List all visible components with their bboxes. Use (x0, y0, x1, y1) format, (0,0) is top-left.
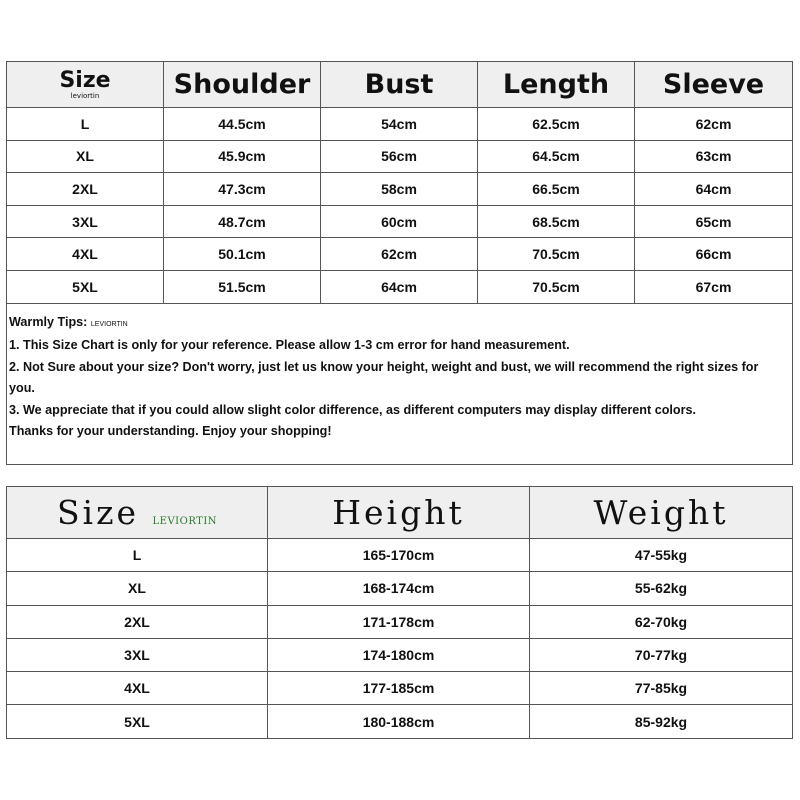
table-row (7, 140, 793, 173)
cell-bust: 56cm (321, 140, 478, 173)
cell-weight: 85-92kg (530, 705, 793, 738)
header-sleeve: Sleeve (635, 62, 793, 108)
cell-weight: 47-55kg (530, 539, 793, 572)
cell-length: 66.5cm (478, 173, 635, 206)
cell-weight: 70-77kg (530, 638, 793, 671)
cell-sleeve: 66cm (635, 238, 793, 271)
cell-bust: 58cm (321, 173, 478, 206)
cell-weight: 55-62kg (530, 572, 793, 605)
table-row (7, 238, 793, 271)
cell-length: 68.5cm (478, 205, 635, 238)
cell-shoulder: 50.1cm (164, 238, 321, 271)
size-chart-table (6, 61, 793, 465)
cell-weight: 77-85kg (530, 672, 793, 705)
tip-line: 3. We appreciate that if you could allow slight color difference, as different computers may display different colors. (9, 402, 696, 417)
cell-size: 3XL (7, 205, 164, 238)
table-row (7, 672, 793, 705)
cell-shoulder: 47.3cm (164, 173, 321, 206)
header-shoulder: Shoulder (164, 62, 321, 108)
cell-height: 171-178cm (268, 605, 530, 638)
cell-length: 62.5cm (478, 108, 635, 141)
cell-shoulder: 45.9cm (164, 140, 321, 173)
cell-height: 174-180cm (268, 638, 530, 671)
header-size (7, 62, 164, 108)
cell-bust: 64cm (321, 270, 478, 303)
cell-bust: 60cm (321, 205, 478, 238)
tip-line: 2. Not Sure about your size? Don't worry, just let us know your height, weight and bust, we will recommend the right sizes for you. (9, 359, 759, 396)
cell-size: 4XL (7, 672, 268, 705)
fit-chart-table (6, 486, 793, 739)
cell-size: 5XL (7, 705, 268, 738)
header-length: Length (478, 62, 635, 108)
tip-line: Thanks for your understanding. Enjoy your shopping! (9, 424, 332, 439)
table-row (7, 173, 793, 206)
cell-size: 2XL (7, 173, 164, 206)
header-size (7, 487, 268, 539)
header-brand-label: LEVIORTIN (152, 516, 218, 527)
cell-size: XL (7, 572, 268, 605)
tip-line: 1. This Size Chart is only for your reference. Please allow 1-3 cm error for hand measurement. (9, 338, 570, 353)
header-weight: Weight (530, 487, 793, 539)
cell-length: 64.5cm (478, 140, 635, 173)
cell-sleeve: 65cm (635, 205, 793, 238)
cell-sleeve: 62cm (635, 108, 793, 141)
table-row (7, 205, 793, 238)
cell-size: XL (7, 140, 164, 173)
tips-heading-line (9, 312, 786, 336)
table-row (7, 705, 793, 738)
cell-size: L (7, 539, 268, 572)
cell-size: 2XL (7, 605, 268, 638)
cell-height: 177-185cm (268, 672, 530, 705)
cell-sleeve: 64cm (635, 173, 793, 206)
header-size-label: Size (59, 67, 111, 93)
cell-height: 165-170cm (268, 539, 530, 572)
cell-shoulder: 48.7cm (164, 205, 321, 238)
table-row (7, 605, 793, 638)
cell-sleeve: 63cm (635, 140, 793, 173)
cell-height: 180-188cm (268, 705, 530, 738)
warmly-tips (7, 303, 793, 464)
size-chart-header-row (7, 62, 793, 108)
table-row (7, 539, 793, 572)
cell-size: 3XL (7, 638, 268, 671)
header-brand-label: leviortin (70, 91, 100, 100)
tips-row (7, 303, 793, 464)
cell-size: 4XL (7, 238, 164, 271)
table-row (7, 108, 793, 141)
table-row (7, 638, 793, 671)
table-row (7, 270, 793, 303)
cell-bust: 62cm (321, 238, 478, 271)
cell-weight: 62-70kg (530, 605, 793, 638)
header-size-label: Size (56, 493, 140, 532)
cell-length: 70.5cm (478, 270, 635, 303)
header-bust: Bust (321, 62, 478, 108)
cell-height: 168-174cm (268, 572, 530, 605)
cell-bust: 54cm (321, 108, 478, 141)
fit-chart-header-row (7, 487, 793, 539)
header-height: Height (268, 487, 530, 539)
cell-shoulder: 51.5cm (164, 270, 321, 303)
table-row (7, 572, 793, 605)
cell-length: 70.5cm (478, 238, 635, 271)
tips-heading: Warmly Tips: (9, 314, 88, 329)
cell-size: 5XL (7, 270, 164, 303)
tips-brand: LEVIORTIN (90, 320, 128, 328)
cell-size: L (7, 108, 164, 141)
cell-sleeve: 67cm (635, 270, 793, 303)
cell-shoulder: 44.5cm (164, 108, 321, 141)
